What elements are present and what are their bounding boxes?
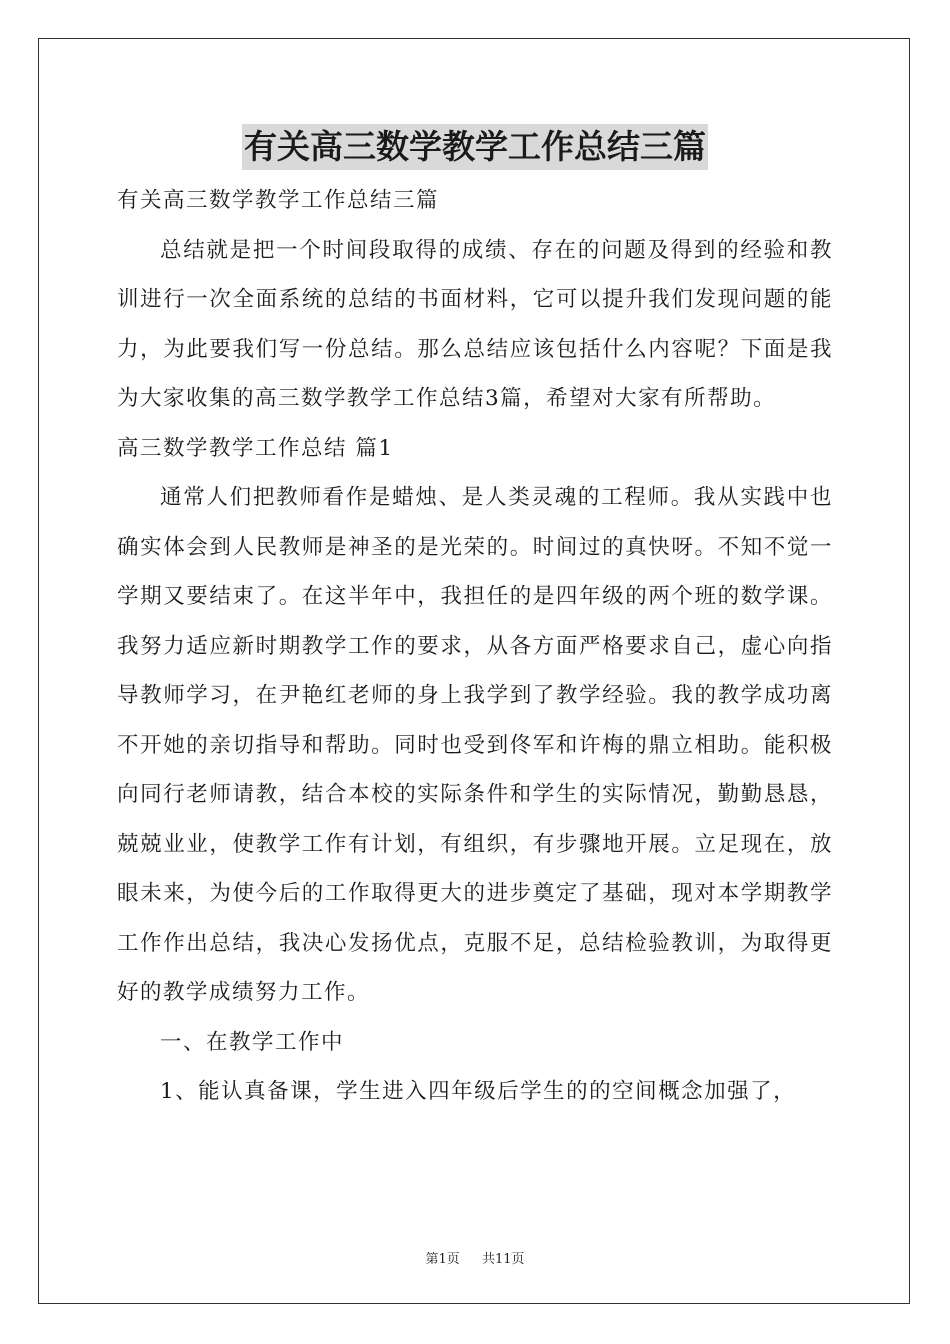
document-title — [0, 124, 950, 170]
intro-paragraph: 总结就是把一个时间段取得的成绩、存在的问题及得到的经验和教训进行一次全面系统的总结的书面材料，它可以提升我们发现问题的能力，为此要我们写一份总结。那么总结应该包括什么内容呢？下面是我为大家收集的高三数学教学工作总结3篇，希望对大家有所帮助。 — [117, 237, 833, 411]
section-heading: 高三数学教学工作总结 篇1 — [117, 435, 394, 461]
subtitle-line: 有关高三数学教学工作总结三篇 — [117, 188, 440, 213]
document-title-text: 有关高三数学教学工作总结三篇 — [242, 124, 708, 170]
page-number: 第1页 — [425, 1252, 460, 1267]
body-paragraph: 通常人们把教师看作是蜡烛、是人类灵魂的工程师。我从实践中也确实体会到人民教师是神圣的是光荣的。时间过的真快呀。不知不觉一学期又要结束了。在这半年中，我担任的是四年级的两个班的数学课。我努力适应新时期教学工作的要求，从各方面严格要求自己，虚心向指导教师学习，在尹艳红老师的身上我学到了教学经验。我的教学成功离不开她的亲切指导和帮助。同时也受到佟军和许梅的鼎立相助。能积极向同行老师请教，结合本校的实际条件和学生的实际情况，勤勤恳恳，兢兢业业，使教学工作有计划，有组织，有步骤地开展。立足现在，放眼未来，为使今后的工作取得更大的进步奠定了基础，现对本学期教学工作作出总结，我决心发扬优点，克服不足，总结检验教训，为取得更好的教学成绩努力工作。 — [117, 485, 833, 1005]
page-footer — [0, 1248, 950, 1267]
document-body — [117, 176, 833, 1117]
page-total: 共11页 — [481, 1252, 525, 1267]
subsection-heading: 一、在教学工作中 — [160, 1029, 345, 1055]
list-item-paragraph: 1、能认真备课，学生进入四年级后学生的的空间概念加强了， — [160, 1079, 797, 1104]
